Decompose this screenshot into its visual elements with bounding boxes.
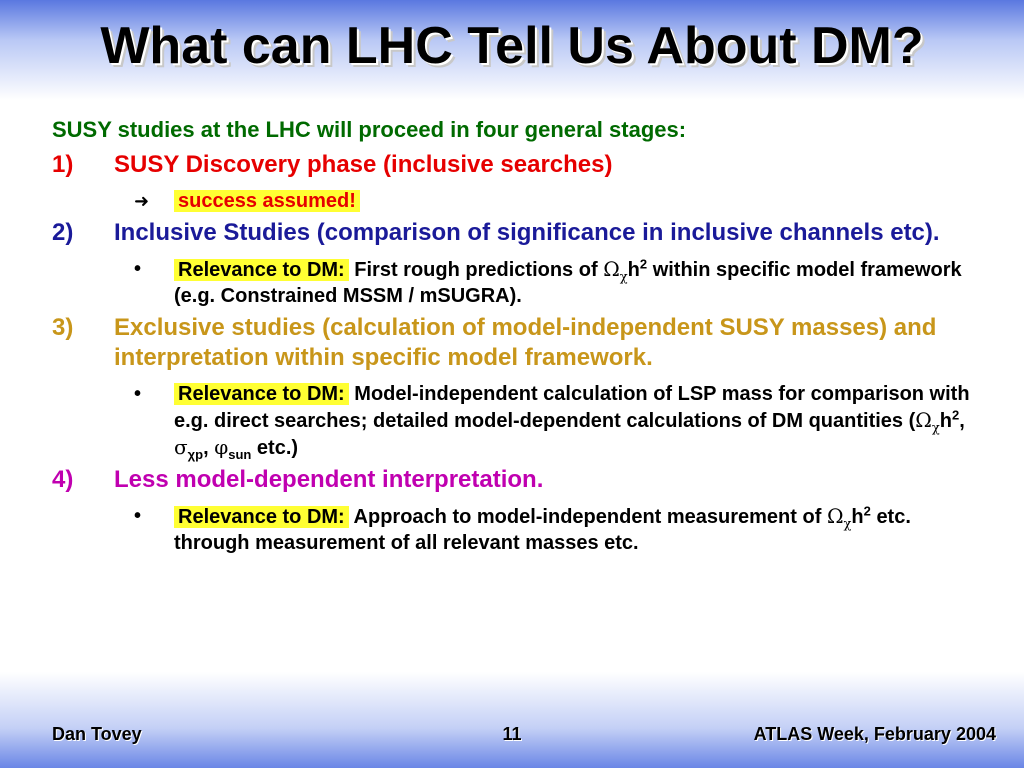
- stage-text: Exclusive studies (calculation of model-independent SUSY masses) and interpretation within specific model framework.: [114, 314, 937, 371]
- stage-4-sub: [52, 503, 1002, 556]
- relevance-label: Relevance to DM:: [174, 259, 349, 281]
- arrow-icon: ➜: [134, 191, 150, 211]
- relevance-text: [174, 256, 1002, 309]
- footer-page-number: 11: [502, 724, 522, 744]
- success-assumed-highlight: success assumed!: [174, 190, 360, 212]
- stage-number: 4): [52, 466, 74, 493]
- stage-4: [52, 465, 1002, 495]
- stage-1-sub: [52, 188, 1002, 214]
- stage-1: [52, 150, 1002, 180]
- stage-number: 1): [52, 151, 74, 178]
- omega-symbol: Ω: [915, 408, 932, 432]
- stage-2-sub: [52, 256, 1002, 309]
- stage-number: 3): [52, 314, 74, 341]
- sigma-symbol: σ: [174, 435, 188, 459]
- sigma-subscript: χp: [187, 447, 204, 462]
- h-symbol: h: [939, 410, 952, 432]
- relevance-text: Relevance to DM: Model-independent calculation of LSP mass for comparison with e.g. direct searches; detailed model-dependent calculations of DM quantities ($\Omega_\chi h^2$, $\sigma_{\chi p}$, $\varphi_{sun}$ etc.): [174, 383, 970, 462]
- bullet-icon: •: [134, 258, 142, 280]
- stage-number: 2): [52, 219, 74, 246]
- chi-subscript: χ: [843, 517, 852, 532]
- relevance-before: Model-independent calculation of LSP mass for comparison with e.g. direct searches; detailed model-dependent calculations of DM quantities (: [174, 383, 970, 432]
- stage-2: [52, 218, 1002, 248]
- stage-text: Less model-dependent interpretation.: [114, 466, 544, 493]
- chi-subscript: χ: [619, 270, 628, 285]
- slide-title: What can LHC Tell Us About DM?: [100, 17, 924, 75]
- relevance-before: Approach to model-independent measurement of: [353, 506, 822, 528]
- squared-superscript: 2: [863, 503, 871, 519]
- footer-event: ATLAS Week, February 2004: [753, 724, 996, 744]
- relevance-before: First rough predictions of: [354, 259, 598, 281]
- stage-3-sub: [52, 381, 1002, 461]
- stage-3: [52, 313, 1002, 373]
- intro-text: SUSY studies at the LHC will proceed in four general stages:: [52, 117, 687, 142]
- slide-content: [52, 116, 1002, 560]
- bullet-icon: •: [134, 505, 142, 527]
- phi-symbol: φ: [214, 435, 229, 459]
- stage-text: Inclusive Studies (comparison of significance in inclusive channels etc).: [114, 219, 940, 246]
- chi-subscript: χ: [931, 421, 940, 436]
- relevance-after: within specific model framework (e.g. Constrained MSSM / mSUGRA).: [174, 259, 962, 307]
- footer-author: Dan Tovey: [52, 724, 142, 744]
- bullet-icon: •: [134, 383, 142, 405]
- relevance-text: [174, 503, 1002, 556]
- relevance-after: etc. through measurement of all relevant masses etc.: [174, 506, 911, 554]
- h-symbol: h: [851, 506, 864, 528]
- squared-superscript: 2: [951, 407, 960, 423]
- omega-symbol: Ω: [603, 257, 620, 281]
- squared-superscript: 2: [639, 256, 648, 272]
- omega-symbol: Ω: [826, 504, 844, 528]
- relevance-label: Relevance to DM:: [174, 383, 349, 405]
- relevance-after: etc.): [256, 437, 299, 459]
- relevance-label: Relevance to DM:: [174, 506, 349, 528]
- phi-subscript: sun: [228, 447, 252, 462]
- h-symbol: h: [627, 259, 640, 281]
- stage-text: SUSY Discovery phase (inclusive searches): [114, 151, 613, 178]
